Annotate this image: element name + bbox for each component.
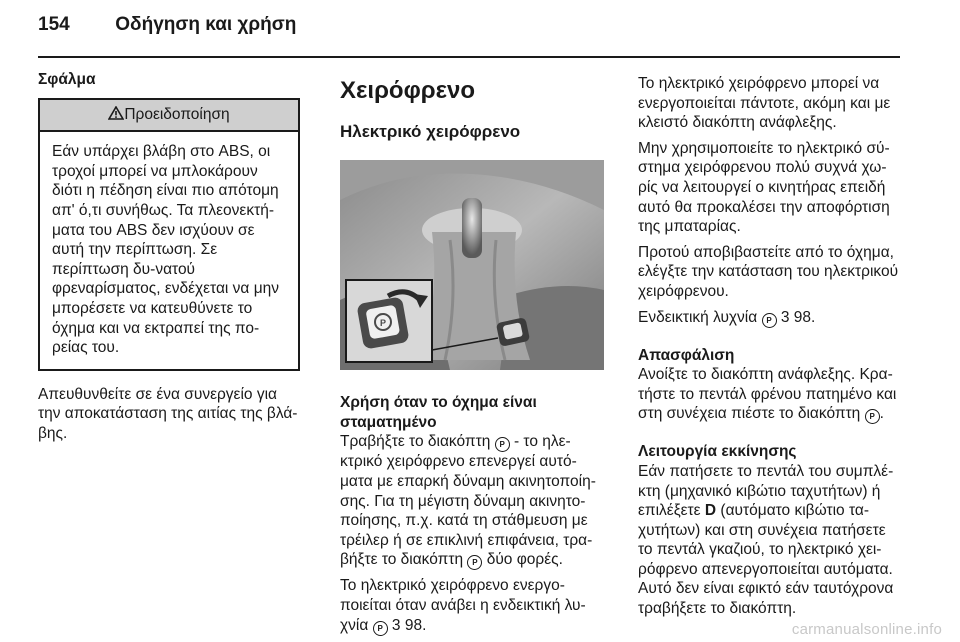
parking-brake-icon: P <box>762 313 777 328</box>
warning-header <box>40 100 298 133</box>
page-ref-icon: 3 <box>780 308 790 326</box>
warning-text: Εάν υπάρχει βλάβη στο ABS, οι τροχοί μπορεί να μπλοκάρουν διότι η πέδηση είναι πιο απότομη απ' ό,τι συνήθως. Τα πλεονεκτή-ματα του ABS δεν ισχύουν σε αυτή την περίπτωση. Σε περίπτωση δυ-νατού φρεναρίσματος, ενδέχεται να μην μπορέσετε να κατευθύνετε το όχημα και να εκτραπεί της πο-ρείας του. <box>52 143 279 357</box>
drive-away-text: Εάν πατήσετε το πεντάλ του συμπλέ-κτη (μηχανικό κιβώτιο ταχυτήτων) ή επιλέξετε D (αυτόματο κιβώτιο τα-χυτήτων) και στη συνέχεια πατήσετε το πεντάλ γκαζιού, το ηλεκτρικό χει-ρόφρενο απενεργοποιείται αυτόματα. Αυτό δεν είναι εφικτό εάν ταυτόχρονα τραβήξετε το διακόπτη. <box>638 462 894 618</box>
section-heading: Χειρόφρενο <box>340 77 475 104</box>
watermark: carmanualsonline.info <box>791 621 942 638</box>
stationary-heading: Χρήση όταν το όχημα είναι σταματημένο <box>340 394 537 431</box>
column-2 <box>340 78 602 642</box>
stationary-paragraph-1: Τραβήξτε το διακόπτη P - το ηλε-κτρικό χειρόφρενο επενεργεί αυτό-ματα με επαρκή δύναμη ακινητοποίη-σης. Για τη μέγιστη δύναμη ακινητο-ποίησης, π.χ. κατά τη στάθμευση με τρέιλερ ή σε επικλινή επιφάνεια, τρα-βήξτε το διακόπτη P δύο φορές. <box>340 433 596 569</box>
svg-text:P: P <box>379 317 387 328</box>
parking-brake-icon: P <box>467 555 482 570</box>
parking-brake-icon: P <box>373 621 388 636</box>
col3-paragraph-4: Ενδεικτική λυχνία P 3 98. <box>638 308 816 326</box>
column-3 <box>638 74 900 625</box>
page-header <box>38 14 296 36</box>
parking-brake-photo <box>340 160 604 370</box>
subsection-heading: Ηλεκτρικό χειρόφρενο <box>340 122 521 141</box>
col3-paragraph-3: Προτού αποβιβαστείτε από το όχημα, ελέγξτε την κατάσταση του ηλεκτρικού χειρόφρενου. <box>638 243 899 300</box>
warning-title: Προειδοποίηση <box>124 105 230 123</box>
parking-brake-icon: P <box>495 437 510 452</box>
page-ref-icon: 3 <box>391 616 401 634</box>
fault-heading: Σφάλμα <box>38 71 96 88</box>
col3-paragraph-1: Το ηλεκτρικό χειρόφρενο μπορεί να ενεργοποιείται πάντοτε, ακόμη και με κλειστό διακόπτη ανάφλεξης. <box>638 75 891 132</box>
drive-away-heading: Λειτουργία εκκίνησης <box>638 443 797 461</box>
release-heading: Απασφάλιση <box>638 346 735 364</box>
fault-after-text: Απευθυνθείτε σε ένα συνεργείο για την αποκατάσταση της αιτίας της βλά-βης. <box>38 385 298 442</box>
release-text: Ανοίξτε το διακόπτη ανάφλεξης. Κρα-τήστε το πεντάλ φρένου πατημένο και στη συνέχεια πιέστε το διακόπτη P . <box>638 366 897 423</box>
warning-box <box>38 98 300 371</box>
column-1 <box>38 70 300 450</box>
col3-paragraph-2: Μην χρησιμοποιείτε το ηλεκτρικό σύ-στημα χειρόφρενου πολύ συχνά χω-ρίς να λειτουργεί ο κινητήρας επειδή αυτό θα προκαλέσει την αποφόρτιση της μπαταρίας. <box>638 139 890 236</box>
section-title: Οδήγηση και χρήση <box>115 14 297 35</box>
warning-triangle-icon <box>108 106 124 120</box>
page-number: 154 <box>38 14 70 35</box>
header-rule <box>38 56 900 58</box>
parking-brake-icon: P <box>865 409 880 424</box>
stationary-paragraph-2: Το ηλεκτρικό χειρόφρενο ενεργο-ποιείται όταν ανάβει η ενδεικτική λυ-χνία P 3 98. <box>340 577 586 634</box>
